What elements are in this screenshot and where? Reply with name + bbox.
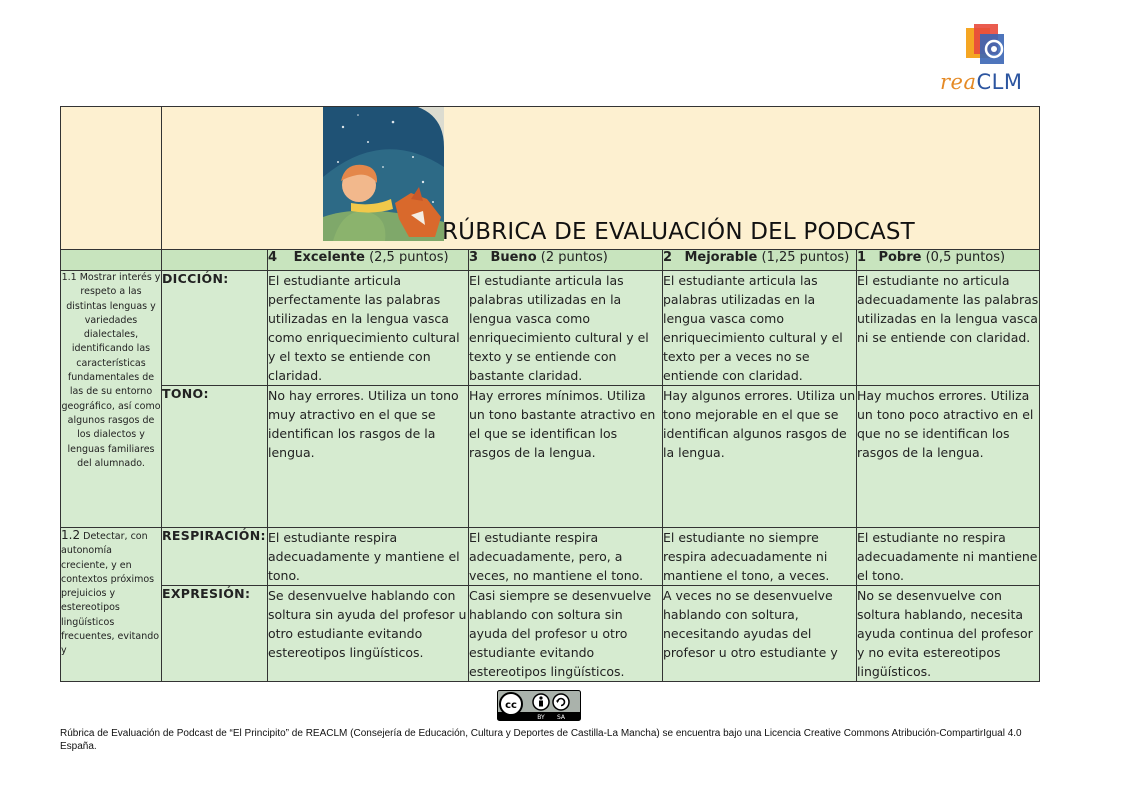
title-cell [162,107,1040,250]
level-name: Bueno [490,250,537,265]
rubric-table [60,106,1040,682]
criterion-1-2 [61,528,162,682]
descriptor-cell: Hay muchos errores. Utiliza un tono poco atractivo en el que no se identifican los rasgos de la lengua. [857,386,1040,528]
descriptor-cell: Casi siempre se desenvuelve hablando con soltura sin ayuda del profesor u otro estudiante evitando estereotipos lingüísticos. [469,586,663,682]
criterion-text: Detectar, con autonomía creciente, y en contextos próximos prejuicios y estereotipos lingüísticos frecuentes, evitando y [61,531,160,657]
level-number: 2 [663,250,673,265]
logo-text-clm: CLM [976,70,1023,94]
level-name: Pobre [878,250,922,265]
title-corner-cell [61,107,162,250]
descriptor-cell: El estudiante articula perfectamente las palabras utilizadas en la lengua vasca como enriquecimiento cultural y el texto se entiende con claridad. [268,271,469,386]
sa-label: SA [556,714,566,721]
header-empty-cell-1 [61,250,162,271]
reaclm-logo-icon [966,24,1010,66]
level-points: (1,25 puntos) [761,250,850,265]
aspect-expresion: EXPRESIÓN: [162,586,268,682]
level-number: 4 [268,250,278,265]
cc-label: cc [505,700,517,711]
descriptor-cell: Se desenvuelve hablando con soltura sin ayuda del profesor u otro estudiante evitando estereotipos lingüísticos. [268,586,469,682]
row-expresion [61,586,1040,682]
descriptor-cell: No hay errores. Utiliza un tono muy atractivo en el que se identifican los rasgos de la lengua. [268,386,469,528]
criterion-1-1 [61,271,162,528]
level-points: (2 puntos) [540,250,608,265]
reaclm-logo-text [940,70,1022,94]
criterion-code: 1.1 [61,272,77,283]
rubric-title: RÚBRICA DE EVALUACIÓN DEL PODCAST [442,219,915,245]
level-header-pobre [857,250,1040,271]
row-respiracion [61,528,1040,586]
row-diccion [61,271,1040,386]
level-points: (2,5 puntos) [369,250,449,265]
criterion-code: 1.2 [61,528,81,542]
logo-text-rea: rea [940,70,977,94]
aspect-diccion: DICCIÓN: [162,271,268,386]
descriptor-cell: El estudiante no siempre respira adecuadamente ni mantiene el tono, a veces. [663,528,857,586]
little-prince-illustration [323,107,444,241]
descriptor-cell: El estudiante respira adecuadamente, pero, a veces, no mantiene el tono. [469,528,663,586]
descriptor-cell: No se desenvuelve con soltura hablando, necesita ayuda continua del profesor y no evita estereotipos lingüísticos. [857,586,1040,682]
aspect-respiracion: RESPIRACIÓN: [162,528,268,586]
descriptor-cell: Hay algunos errores. Utiliza un tono mejorable en el que se identifican algunos rasgos de la lengua. [663,386,857,528]
level-header-mejorable [663,250,857,271]
title-row [61,107,1040,250]
header-empty-cell-2 [162,250,268,271]
level-header-bueno [469,250,663,271]
descriptor-cell: A veces no se desenvuelve hablando con soltura, necesitando ayudas del profesor u otro estudiante y [663,586,857,682]
reaclm-logo [938,24,1038,96]
level-number: 1 [857,250,867,265]
level-number: 3 [469,250,479,265]
level-points: (0,5 puntos) [925,250,1006,265]
descriptor-cell: El estudiante articula las palabras utilizadas en la lengua vasca como enriquecimiento cultural y el texto per a veces no se entiende con claridad. [663,271,857,386]
level-name: Excelente [293,250,365,265]
level-name: Mejorable [684,250,758,265]
descriptor-cell: El estudiante articula las palabras utilizadas en la lengua vasca como enriquecimiento cultural y el texto y se entiende con bastante claridad. [469,271,663,386]
descriptor-cell: El estudiante no articula adecuadamente las palabras utilizadas en la lengua vasca ni se entiende con claridad. [857,271,1040,386]
license-footer: Rúbrica de Evaluación de Podcast de “El Principito” de REACLM (Consejería de Educación, Cultura y Deportes de Castilla-La Mancha) se encuentra bajo una Licencia Creative Commons Atribución-CompartirIgual 4.0 España. [60,728,1022,752]
by-label: BY [537,714,545,721]
descriptor-cell: El estudiante respira adecuadamente y mantiene el tono. [268,528,469,586]
aspect-tono: TONO: [162,386,268,528]
row-tono [61,386,1040,528]
criterion-text: Mostrar interés y respeto a las distintas lenguas y variedades dialectales, identificando las características fundamentales de las de su entorno geográfico, así como algunos rasgos de los dialectos y lenguas familiares del alumnado. [61,272,161,469]
sa-icon [553,694,569,710]
descriptor-cell: El estudiante no respira adecuadamente ni mantiene el tono. [857,528,1040,586]
descriptor-cell: Hay errores mínimos. Utiliza un tono bastante atractivo en el que se identifican los rasgos de la lengua. [469,386,663,528]
creative-commons-badge[interactable] [497,690,581,721]
level-header-excelente [268,250,469,271]
levels-header-row [61,250,1040,271]
